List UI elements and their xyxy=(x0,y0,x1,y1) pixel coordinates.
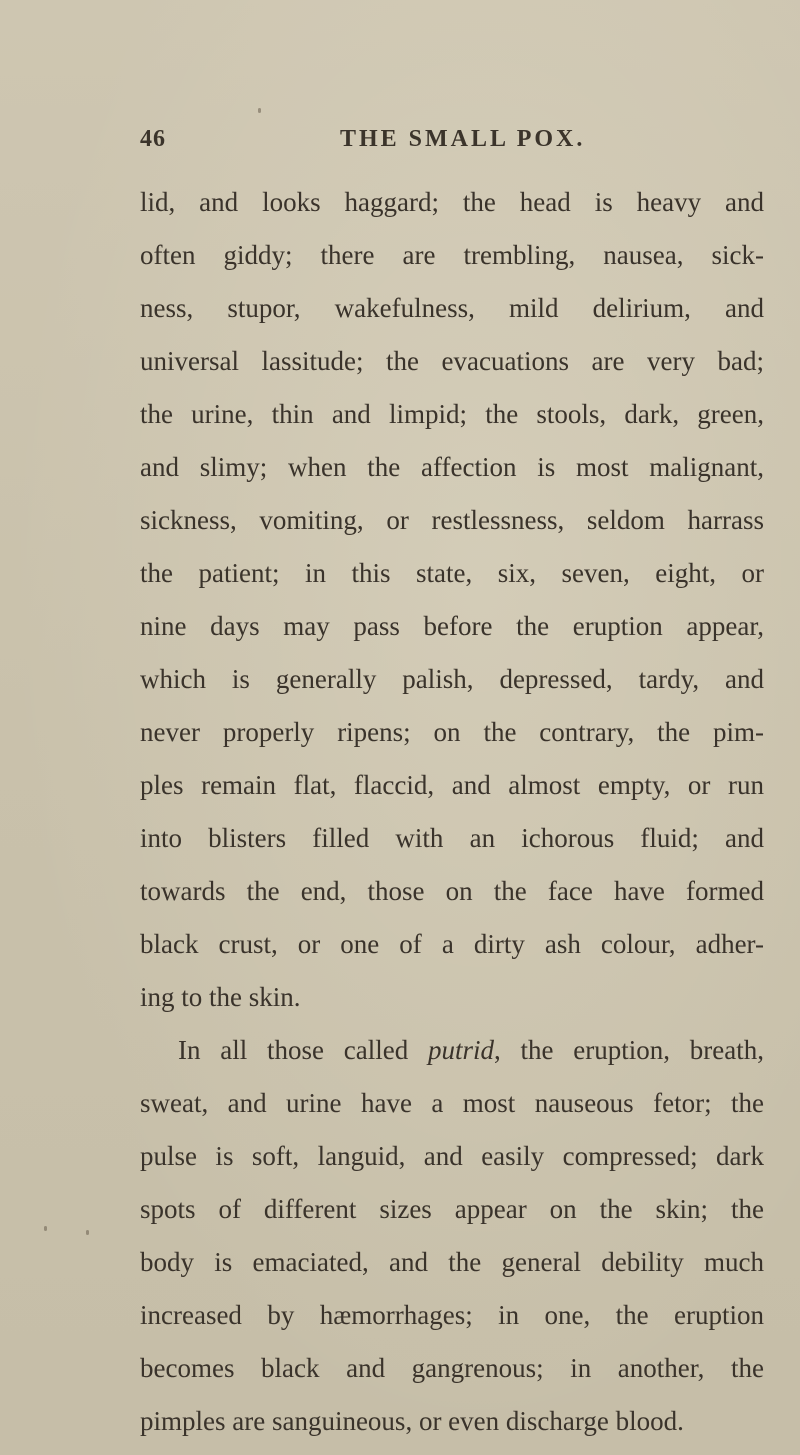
text-line: which is generally palish, depressed, tardy, and xyxy=(140,664,764,694)
text-line: ness, stupor, wakefulness, mild delirium, and xyxy=(140,293,764,323)
text-line: into blisters filled with an ichorous fluid; and xyxy=(140,823,764,853)
text-span: , the eruption, breath, xyxy=(494,1035,764,1065)
paragraph-opening-line xyxy=(140,1024,764,1077)
italic-term: putrid xyxy=(428,1035,495,1065)
text-line: never properly ripens; on the contrary, the pim- xyxy=(140,717,764,747)
text-line: pimples are sanguineous, or even discharge blood. xyxy=(140,1406,684,1436)
text-line: towards the end, those on the face have formed xyxy=(140,876,764,906)
text-line: and slimy; when the affection is most malignant, xyxy=(140,452,764,482)
paper-speck xyxy=(258,108,261,113)
text-line: the patient; in this state, six, seven, eight, or xyxy=(140,558,764,588)
text-line: often giddy; there are trembling, nausea, sick- xyxy=(140,240,764,270)
body-text xyxy=(140,176,764,1448)
text-line: nine days may pass before the eruption appear, xyxy=(140,611,764,641)
text-line: ing to the skin. xyxy=(140,982,301,1012)
paper-speck xyxy=(44,1226,47,1231)
text-line: pulse is soft, languid, and easily compressed; dark xyxy=(140,1141,764,1171)
text-line: becomes black and gangrenous; in another, the xyxy=(140,1353,764,1383)
text-line: lid, and looks haggard; the head is heavy and xyxy=(140,187,764,217)
text-line: increased by hæmorrhages; in one, the eruption xyxy=(140,1300,764,1330)
page-header xyxy=(140,126,740,162)
text-line: body is emaciated, and the general debility much xyxy=(140,1247,764,1277)
text-line: black crust, or one of a dirty ash colour, adher- xyxy=(140,929,764,959)
text-line: ples remain flat, flaccid, and almost empty, or run xyxy=(140,770,764,800)
paper-speck xyxy=(86,1230,89,1235)
page-number: 46 xyxy=(140,126,166,152)
running-head: THE SMALL POX. xyxy=(340,126,586,152)
text-line: universal lassitude; the evacuations are very bad; xyxy=(140,346,764,376)
text-line: the urine, thin and limpid; the stools, dark, green, xyxy=(140,399,764,429)
text-span: In all those called xyxy=(178,1035,428,1065)
text-line: spots of different sizes appear on the skin; the xyxy=(140,1194,764,1224)
text-line: sickness, vomiting, or restlessness, seldom harrass xyxy=(140,505,764,535)
text-line: sweat, and urine have a most nauseous fetor; the xyxy=(140,1088,764,1118)
